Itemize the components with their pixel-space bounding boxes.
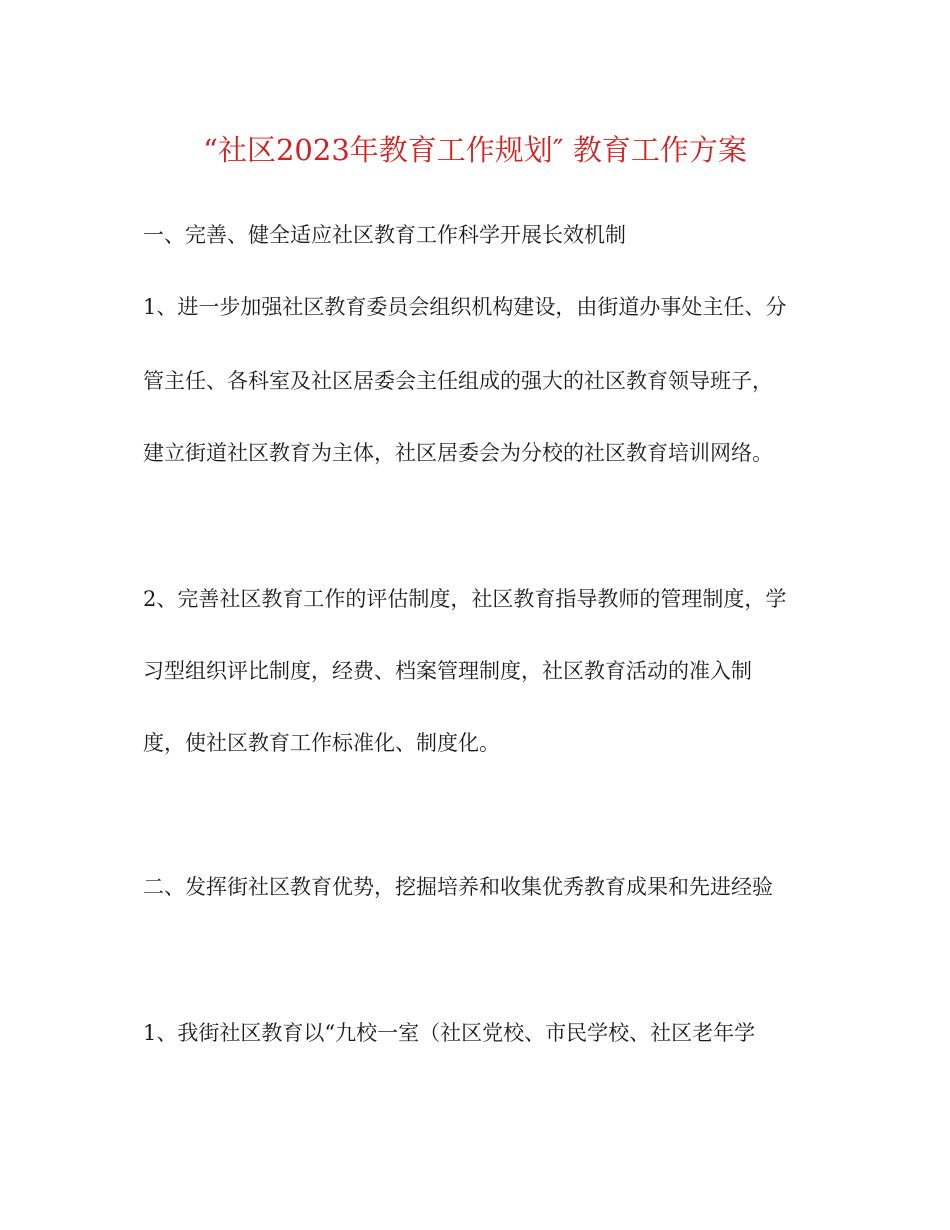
paragraph-2-line-1: 2、完善社区教育工作的评估制度，社区教育指导教师的管理制度，学 [143, 587, 787, 611]
document-title: “社区2023年教育工作规划″ 教育工作方案 [203, 133, 747, 167]
paragraph-3-line-1: 1、我街社区教育以“九校一室（社区党校、市民学校、社区老年学 [143, 1021, 756, 1045]
paragraph-2-line-3: 度，使社区教育工作标准化、制度化。 [143, 731, 500, 755]
section-heading-2: 二、发挥街社区教育优势，挖掘培养和收集优秀教育成果和先进经验 [143, 875, 773, 899]
section-heading-1: 一、完善、健全适应社区教育工作科学开展长效机制 [143, 223, 626, 247]
paragraph-1-line-1: 1、进一步加强社区教育委员会组织机构建设，由街道办事处主任、分 [143, 295, 787, 319]
paragraph-2-line-2: 习型组织评比制度，经费、档案管理制度，社区教育活动的准入制 [143, 659, 752, 683]
paragraph-1-line-2: 管主任、各科室及社区居委会主任组成的强大的社区教育领导班子， [143, 369, 773, 393]
paragraph-1-line-3: 建立街道社区教育为主体，社区居委会为分校的社区教育培训网络。 [143, 441, 773, 465]
